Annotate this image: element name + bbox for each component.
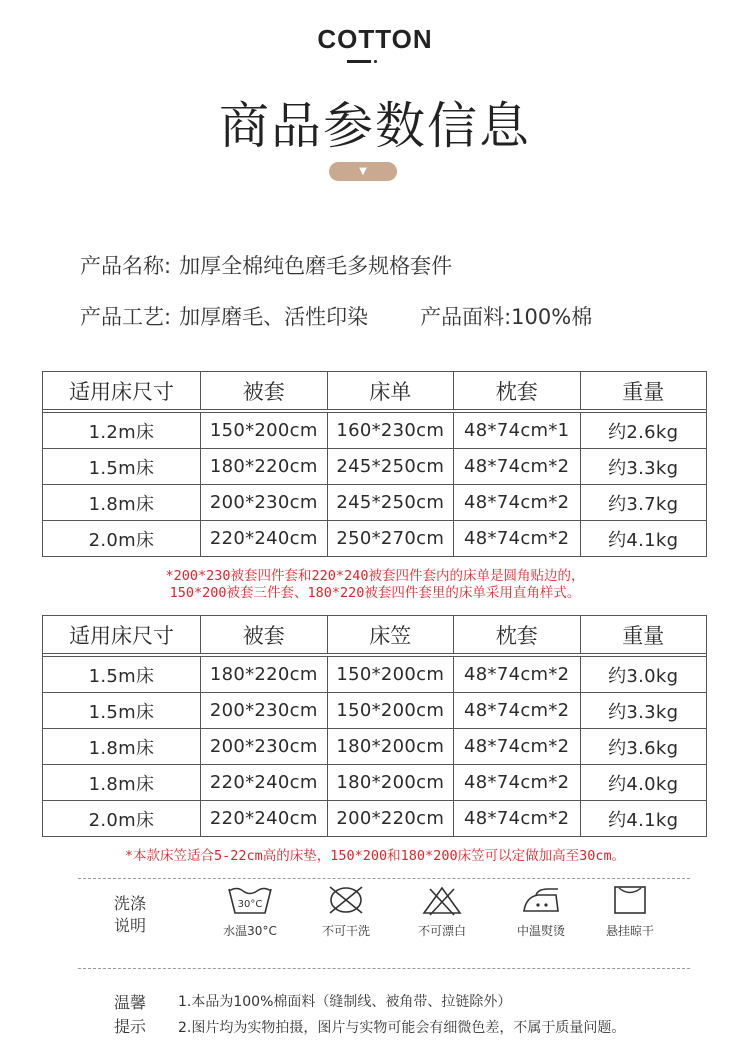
table-cell: 220*240cm: [201, 521, 328, 557]
table-cell: 180*200cm: [327, 729, 454, 765]
table-row: [43, 485, 707, 521]
table-header-row: [43, 372, 707, 410]
table-cell: 150*200cm: [327, 693, 454, 729]
table-cell: 约4.1kg: [580, 801, 707, 837]
table-row: [43, 801, 707, 837]
care-item-wash: [205, 883, 295, 939]
table-cell: 180*220cm: [201, 657, 328, 693]
divider-top: [78, 878, 690, 879]
tips-label-line: 提示: [113, 1017, 146, 1036]
tips-label: [100, 991, 160, 1039]
table-header-cell: 被套: [201, 616, 328, 654]
table-header-cell: 枕套: [454, 616, 581, 654]
table-cell: 200*230cm: [201, 693, 328, 729]
no-tumble-dry-icon: [321, 883, 371, 917]
table-cell: 150*200cm: [327, 657, 454, 693]
product-craft-value: 加厚磨毛、活性印染: [179, 305, 369, 329]
table-cell: 180*200cm: [327, 765, 454, 801]
table-cell: 220*240cm: [201, 801, 328, 837]
table-cell: 约3.3kg: [580, 693, 707, 729]
table-cell: 48*74cm*2: [454, 765, 581, 801]
product-craft-row: [80, 301, 592, 331]
table-header-row: [43, 616, 707, 654]
table-row: [43, 765, 707, 801]
table-header-cell: 重量: [580, 616, 707, 654]
hang-dry-icon: [605, 883, 655, 917]
table-cell: 1.5m床: [43, 449, 201, 485]
table-cell: 200*230cm: [201, 485, 328, 521]
care-item-hang: [585, 883, 675, 939]
sheet-note: [0, 568, 750, 602]
wash-30-icon: [225, 883, 275, 917]
table-cell: 1.5m床: [43, 693, 201, 729]
section-pill: [329, 162, 397, 181]
table-cell: 200*220cm: [327, 801, 454, 837]
brand-title: COTTON: [317, 24, 433, 54]
table-cell: 约3.3kg: [580, 449, 707, 485]
table-cell: 150*200cm: [201, 413, 328, 449]
size-table-fitted: [42, 615, 707, 837]
table-header-cell: 适用床尺寸: [43, 372, 201, 410]
table-cell: 约4.1kg: [580, 521, 707, 557]
table-cell: 200*230cm: [201, 729, 328, 765]
table-cell: 1.8m床: [43, 729, 201, 765]
table-row: [43, 693, 707, 729]
table-cell: 1.2m床: [43, 413, 201, 449]
table-cell: 2.0m床: [43, 801, 201, 837]
product-name-row: [80, 250, 452, 280]
table-cell: 245*250cm: [327, 449, 454, 485]
care-label-line: 洗涤: [113, 894, 146, 913]
table-cell: 48*74cm*2: [454, 693, 581, 729]
table-cell: 48*74cm*2: [454, 729, 581, 765]
table-header-cell: 被套: [201, 372, 328, 410]
product-name-value: 加厚全棉纯色磨毛多规格套件: [179, 254, 453, 278]
table-cell: 220*240cm: [201, 765, 328, 801]
care-caption: 不可干洗: [321, 924, 370, 938]
table-cell: 245*250cm: [327, 485, 454, 521]
care-label: [100, 893, 160, 937]
iron-medium-icon: [516, 883, 566, 917]
table-header-cell: 床笠: [327, 616, 454, 654]
table-cell: 250*270cm: [327, 521, 454, 557]
table-row: [43, 413, 707, 449]
table-cell: 约3.6kg: [580, 729, 707, 765]
table-cell: 约3.7kg: [580, 485, 707, 521]
product-fabric-value: 100%棉: [511, 305, 593, 329]
table-cell: 1.5m床: [43, 657, 201, 693]
table-cell: 48*74cm*2: [454, 449, 581, 485]
brand-dot: [374, 60, 377, 63]
brand-underline: [347, 60, 371, 63]
care-caption: 悬挂晾干: [605, 924, 654, 938]
sheet-note-line: 150*200被套三件套、180*220被套四件套里的床单采用直角样式。: [169, 585, 581, 601]
table-header-cell: 床单: [327, 372, 454, 410]
table-cell: 1.8m床: [43, 765, 201, 801]
table-row: [43, 657, 707, 693]
tips-label-line: 温馨: [113, 993, 146, 1012]
table-header-cell: 枕套: [454, 372, 581, 410]
care-caption: 中温熨烫: [516, 924, 565, 938]
size-table-sheet: [42, 371, 707, 557]
page-title: 商品参数信息: [219, 97, 531, 155]
table-cell: 约3.0kg: [580, 657, 707, 693]
table-row: [43, 449, 707, 485]
product-name-label: 产品名称:: [80, 254, 172, 278]
table-row: [43, 729, 707, 765]
table-cell: 160*230cm: [327, 413, 454, 449]
care-caption: 水温30°C: [223, 924, 277, 938]
table-cell: 48*74cm*2: [454, 521, 581, 557]
table-row: [43, 521, 707, 557]
tip-line: 2.图片均为实物拍摄，图片与实物可能会有细微色差，不属于质量问题。: [178, 1020, 626, 1036]
care-item-iron: [496, 883, 586, 939]
product-craft-label: 产品工艺:: [80, 305, 172, 329]
product-fabric-label: 产品面料:: [420, 305, 512, 329]
tip-line: 1.本品为100%棉面料（缝制线、被角带、拉链除外）: [178, 994, 512, 1010]
care-item-no-bleach: [397, 883, 487, 939]
table-cell: 48*74cm*2: [454, 801, 581, 837]
sheet-note-line: *200*230被套四件套和220*240被套四件套内的床单是圆角贴边的，: [165, 568, 585, 584]
table-header-cell: 适用床尺寸: [43, 616, 201, 654]
table-header-cell: 重量: [580, 372, 707, 410]
table-cell: 约2.6kg: [580, 413, 707, 449]
care-label-line: 说明: [113, 916, 146, 935]
no-bleach-icon: [417, 883, 467, 917]
fitted-sheet-note: *本款床笠适合5-22cm高的床垫，150*200和180*200床笠可以定做加高至30cm。: [124, 848, 626, 864]
table-cell: 2.0m床: [43, 521, 201, 557]
table-cell: 1.8m床: [43, 485, 201, 521]
table-cell: 48*74cm*2: [454, 657, 581, 693]
table-cell: 180*220cm: [201, 449, 328, 485]
table-cell: 48*74cm*2: [454, 485, 581, 521]
chevron-down-icon: ▼: [359, 166, 367, 177]
table-cell: 约4.0kg: [580, 765, 707, 801]
care-item-no-tumble: [301, 883, 391, 939]
divider-bottom: [78, 968, 690, 969]
table-cell: 48*74cm*1: [454, 413, 581, 449]
wash-temp-text: 30°C: [237, 899, 263, 910]
care-caption: 不可漂白: [417, 924, 466, 938]
